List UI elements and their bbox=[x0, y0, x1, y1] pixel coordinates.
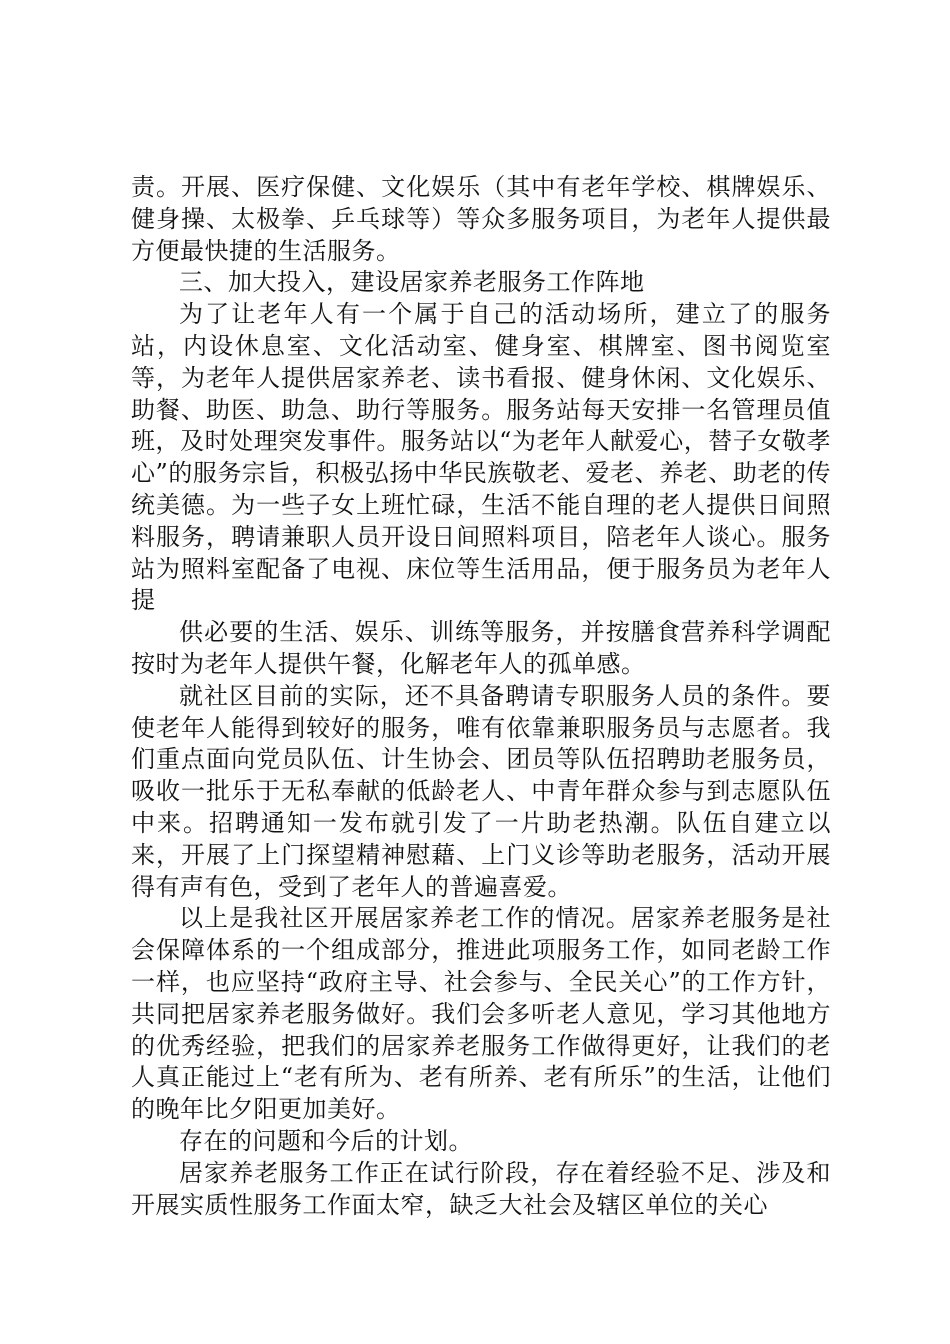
paragraph-continuation: 责。开展、医疗保健、文化娱乐（其中有老年学校、棋牌娱乐、健身操、太极拳、乒乓球等）等众多服务项目，为老年人提供最方便最快捷的生活服务。 bbox=[131, 173, 831, 265]
paragraph-summary: 以上是我社区开展居家养老工作的情况。居家养老服务是社会保障体系的一个组成部分，推进此项服务工作，如同老龄工作一样，也应坚持“政府主导、社会参与、全民关心”的工作方针，共同把居家养老服务做好。我们会多听老人意见，学习其他地方的优秀经验，把我们的居家养老服务工作做得更好，让我们的老人真正能过上“老有所为、老有所养、老有所乐”的生活，让他们的晚年比夕阳更加美好。 bbox=[131, 904, 831, 1124]
section-heading: 三、加大投入，建设居家养老服务工作阵地 bbox=[179, 268, 645, 297]
paragraph-meal-service: 供必要的生活、娱乐、训练等服务，并按膳食营养科学调配按时为老年人提供午餐，化解老年人的孤单感。 bbox=[131, 618, 831, 678]
paragraph-service-station: 为了让老年人有一个属于自己的活动场所，建立了的服务站，内设休息室、文化活动室、健身室、棋牌室、图书阅览室等，为老年人提供居家养老、读书看报、健身休闲、文化娱乐、助餐、助医、助急、助行等服务。服务站每天安排一名管理员值班，及时处理突发事件。服务站以“为老年人献爱心，替子女敬孝心”的服务宗旨，积极弘扬中华民族敬老、爱老、养老、助老的传统美德。为一些子女上班忙碌，生活不能自理的老人提供日间照料服务，聘请兼职人员开设日间照料项目，陪老年人谈心。服务站为照料室配备了电视、床位等生活用品，便于服务员为老年人提 bbox=[131, 300, 831, 615]
problems-heading: 存在的问题和今后的计划。 bbox=[179, 1126, 473, 1155]
document-page bbox=[131, 172, 831, 1221]
paragraph-volunteers: 就社区目前的实际，还不具备聘请专职服务人员的条件。要使老年人能得到较好的服务，唯有依靠兼职服务员与志愿者。我们重点面向党员队伍、计生协会、团员等队伍招聘助老服务员，吸收一批乐于无私奉献的低龄老人、中青年群众参与到志愿队伍中来。招聘通知一发布就引发了一片助老热潮。队伍自建立以来，开展了上门探望精神慰藉、上门义诊等助老服务，活动开展得有声有色，受到了老年人的普遍喜爱。 bbox=[131, 681, 831, 901]
paragraph-problems: 居家养老服务工作正在试行阶段，存在着经验不足、涉及和开展实质性服务工作面太窄，缺乏大社会及辖区单位的关心 bbox=[131, 1158, 831, 1219]
